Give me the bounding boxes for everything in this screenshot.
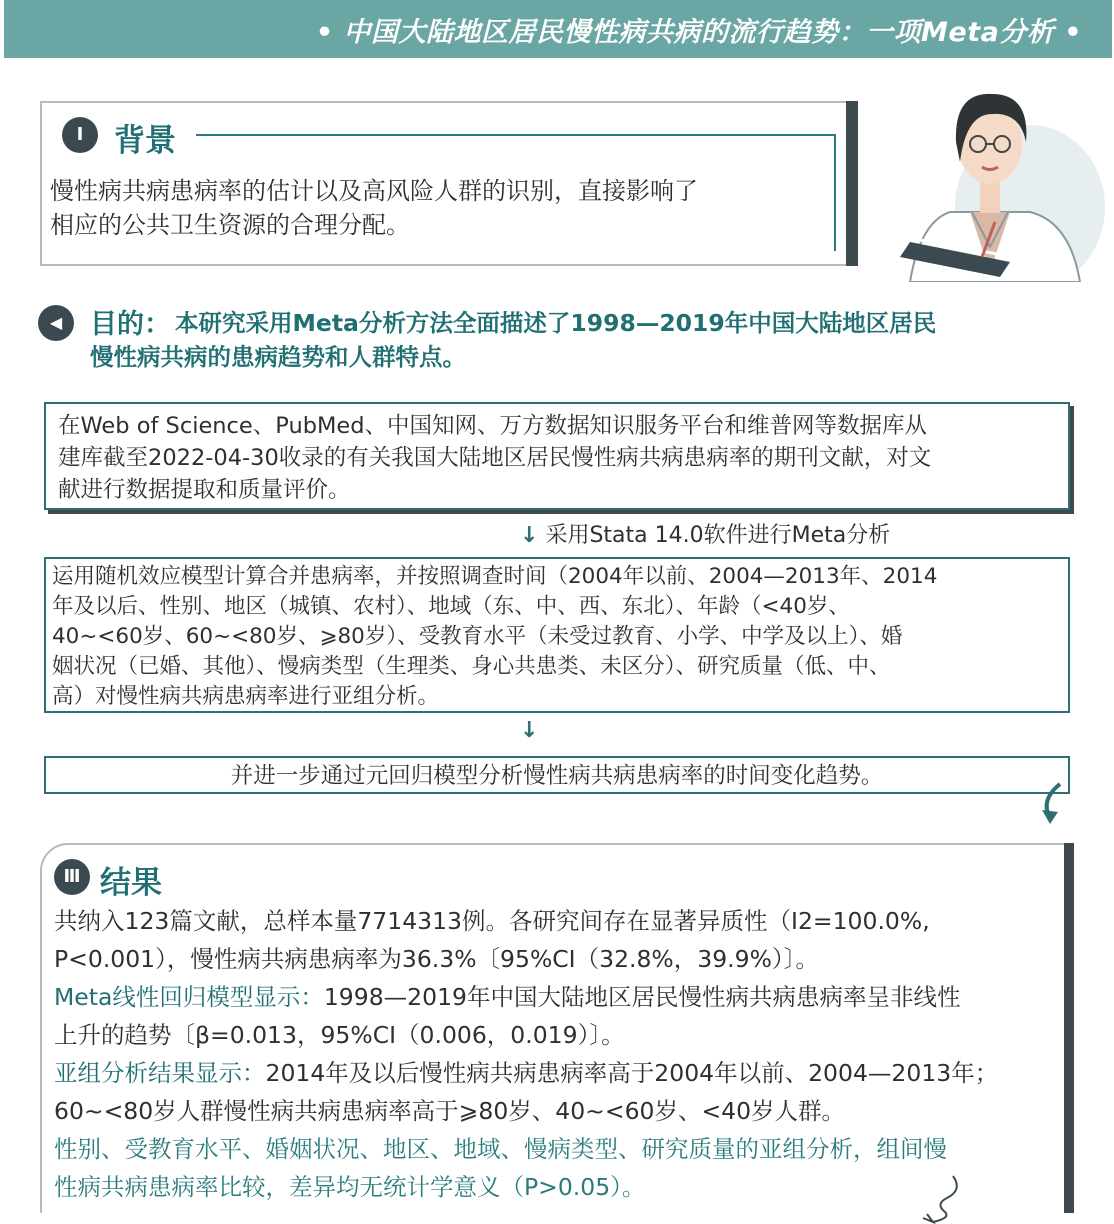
background-text-line: 慢性病共病患病率的估计以及高风险人群的识别，直接影响了 xyxy=(50,177,698,205)
background-card-shadow xyxy=(846,101,858,266)
page-title: • 中国大陆地区居民慢性病共病的流行趋势：一项Meta分析 • xyxy=(315,17,1082,48)
arrow-label-1 xyxy=(520,518,890,549)
method-step-line: 年及以后、性别、地区（城镇、农村）、地域（东、中、西、东北）、年龄（<40岁、 xyxy=(52,594,850,619)
results-line: 上升的趋势〔β=0.013，95%CI（0.006，0.019）〕。 xyxy=(54,1021,625,1049)
results-title: 结果 xyxy=(100,865,162,901)
method-step-analysis xyxy=(44,557,1070,713)
background-text xyxy=(50,174,830,242)
background-title-rule xyxy=(196,134,836,136)
background-title: 背景 xyxy=(114,123,176,159)
arrow-down-icon: ↓ xyxy=(520,718,539,743)
results-line-text: 1998—2019年中国大陆地区居民慢性病共病患病率呈非线性 xyxy=(323,983,961,1011)
background-side-rule xyxy=(834,134,836,251)
method-step-line: 姻状况（已婚、其他）、慢病类型（生理类、身心共患类、未区分）、研究质量（低、中、 xyxy=(52,654,891,679)
results-line: 性别、受教育水平、婚姻状况、地区、地域、慢病类型、研究质量的亚组分析，组间慢 xyxy=(54,1135,947,1163)
results-paragraph-1 xyxy=(54,902,1054,978)
purpose-text-line: 慢性病共病的患病趋势和人群特点。 xyxy=(90,343,466,371)
method-step-regression xyxy=(44,756,1070,794)
results-line-text: 2014年及以后慢性病共病患病率高于2004年以前、2004—2013年； xyxy=(265,1059,999,1087)
megaphone-icon: ◀ xyxy=(38,305,74,341)
doctor-illustration xyxy=(880,72,1110,282)
purpose-text xyxy=(90,306,1020,374)
background-text-line: 相应的公共卫生资源的合理分配。 xyxy=(50,211,410,239)
results-line xyxy=(54,1054,1054,1092)
results-highlight-label: Meta线性回归模型显示： xyxy=(54,983,324,1011)
swirl-decoration-icon xyxy=(915,1172,965,1224)
curved-arrow-icon xyxy=(1030,780,1070,830)
results-line: 60~<80岁人群慢性病共病患病率高于⩾80岁、40~<60岁、<40岁人群。 xyxy=(54,1097,846,1125)
results-line xyxy=(54,978,1054,1016)
method-step-line: 高）对慢性病共病患病率进行亚组分析。 xyxy=(52,684,440,709)
results-paragraph-2 xyxy=(54,978,1054,1054)
results-card-shadow xyxy=(1064,843,1074,1213)
results-paragraph-3 xyxy=(54,1054,1054,1130)
arrow-down-icon: ↓ xyxy=(520,523,539,548)
results-highlight-label: 亚组分析结果显示： xyxy=(54,1059,266,1087)
results-line: 共纳入123篇文献，总样本量7714313例。各研究间存在显著异质性（I2=100.0%, xyxy=(54,907,930,935)
method-step-line: 40~<60岁、60~<80岁、⩾80岁）、受教育水平（未受过教育、小学、中学及以上）、婚 xyxy=(52,624,903,649)
arrow-label-text: 采用Stata 14.0软件进行Meta分析 xyxy=(545,523,891,548)
purpose-text-line: 本研究采用Meta分析方法全面描述了1998—2019年中国大陆地区居民 xyxy=(175,309,937,337)
results-line: P<0.001），慢性病共病患病率为36.3%〔95%CI（32.8%，39.9%）〕。 xyxy=(54,945,819,973)
method-step-search xyxy=(44,402,1070,510)
title-banner xyxy=(4,0,1112,58)
purpose-label-text: 目的： xyxy=(90,309,171,340)
results-line: 性病共病患病率比较，差异均无统计学意义（P>0.05）。 xyxy=(54,1173,646,1201)
method-step-line: 运用随机效应模型计算合并患病率，并按照调查时间（2004年以前、2004—2013年、2014 xyxy=(52,564,938,589)
method-step-line: 献进行数据提取和质量评价。 xyxy=(58,477,351,503)
method-step-line: 在Web of Science、PubMed、中国知网、万方数据知识服务平台和维普网等数据库从 xyxy=(58,413,928,439)
method-step-line: 并进一步通过元回归模型分析慢性病共病患病率的时间变化趋势。 xyxy=(230,763,884,789)
background-section-icon: Ⅰ xyxy=(62,117,98,153)
results-section-icon: Ⅲ xyxy=(54,859,90,895)
results-paragraph-4 xyxy=(54,1130,1054,1206)
method-step-line: 建库截至2022-04-30收录的有关我国大陆地区居民慢性病共病患病率的期刊文献，对文 xyxy=(58,445,932,471)
